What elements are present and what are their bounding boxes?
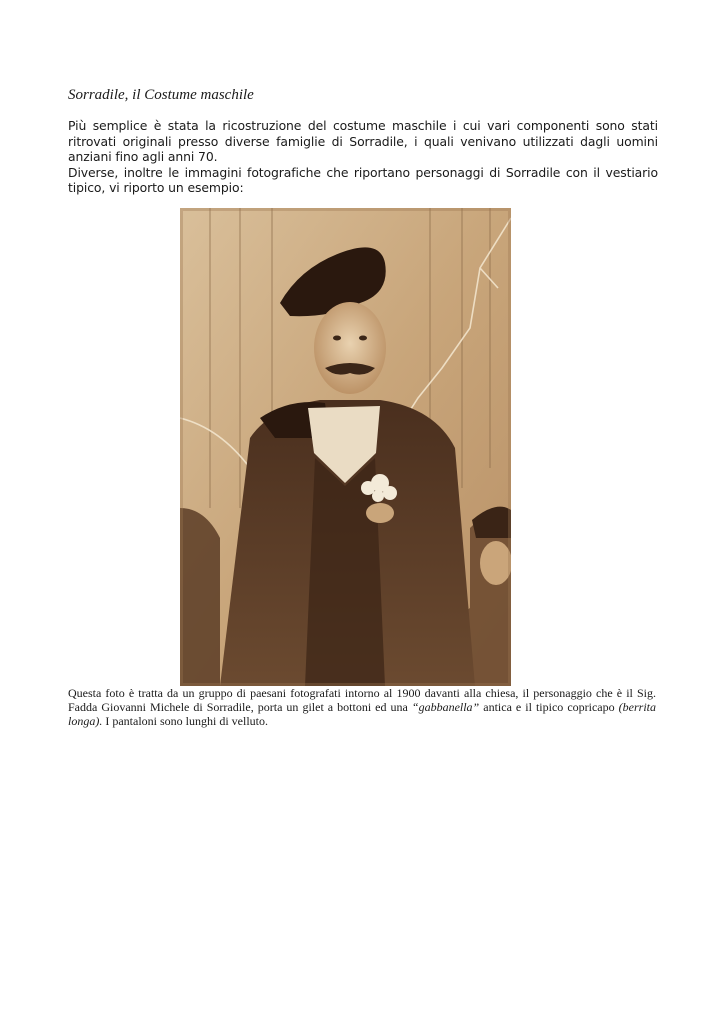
caption-gabbanella: “gabbanella” [411, 700, 480, 715]
caption-text-2: antica e il tipico copricapo [479, 700, 619, 715]
intro-paragraph-2: Diverse, inoltre le immagini fotografiche che riportano personaggi di Sorradile con il vestiario tipico, vi riporto un esempio: [68, 164, 658, 196]
caption-text-1: Questa foto è tratta da un gruppo di paesani fotografati intorno al 1900 davanti alla chiesa, il personaggio che è il Sig. Fadda Giovanni Michele di Sorradile, porta un gilet a bottoni ed una [68, 686, 656, 715]
sepia-portrait-photo [180, 208, 511, 686]
document-title: Sorradile, il Costume maschile [68, 87, 254, 103]
photo-caption [68, 686, 656, 729]
intro-text [68, 118, 658, 196]
intro-paragraph-1: Più semplice è stata la ricostruzione del costume maschile i cui vari componenti sono stati ritrovati originali presso diverse famiglie di Sorradile, i quali venivano utilizzati dagli uomini anziani fino agli anni 70. [68, 118, 658, 165]
caption-berrita: (berrita longa). [68, 700, 657, 729]
caption-text-3: I pantaloni sono lunghi di velluto. [102, 714, 268, 729]
portrait-illustration [180, 208, 511, 686]
